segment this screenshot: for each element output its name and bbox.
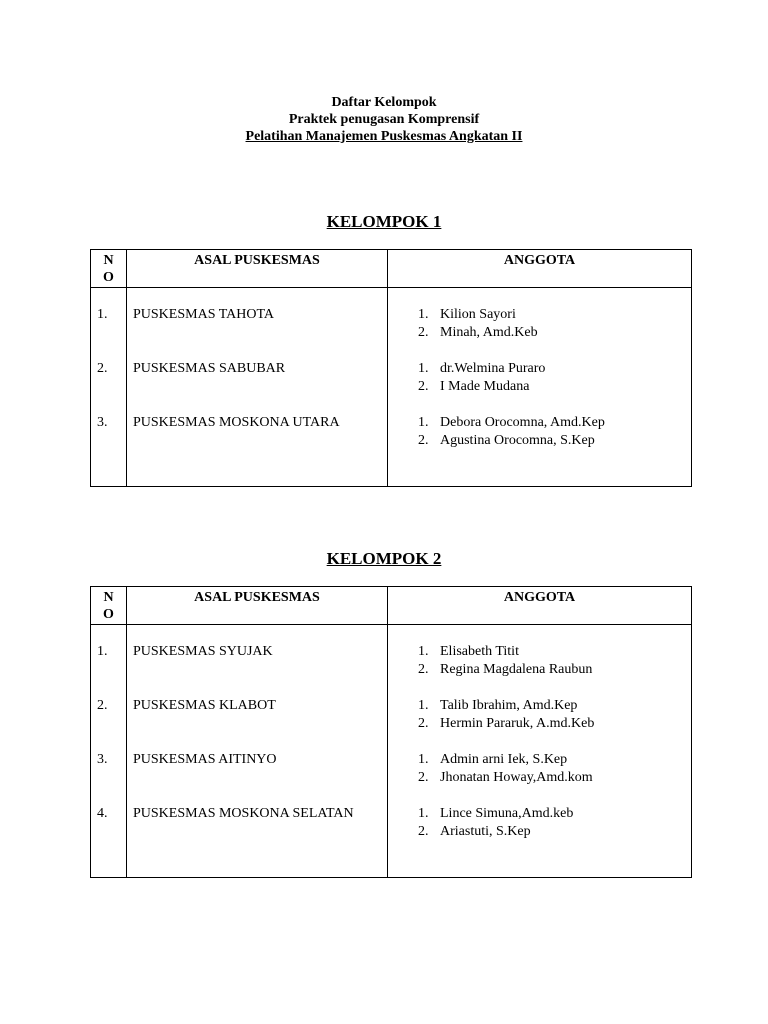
member-number: 2. (418, 716, 429, 731)
puskesmas-name: PUSKESMAS MOSKONA UTARA (133, 415, 340, 430)
member-item (418, 360, 691, 378)
asal-column (127, 625, 388, 878)
member-number: 1. (418, 415, 429, 430)
member-number: 1. (418, 644, 429, 659)
member-name: Debora Orocomna, Amd.Kep (440, 415, 605, 430)
column-header-anggota: ANGGOTA (388, 587, 692, 625)
group-table (90, 586, 692, 878)
table-header-row (91, 250, 692, 288)
anggota-column (388, 288, 692, 487)
member-number: 1. (418, 698, 429, 713)
puskesmas-name: PUSKESMAS KLABOT (133, 698, 276, 713)
member-item (418, 751, 691, 769)
puskesmas-name: PUSKESMAS SYUJAK (133, 644, 273, 659)
anggota-column (388, 625, 692, 878)
member-name: I Made Mudana (440, 379, 530, 394)
puskesmas-name: PUSKESMAS AITINYO (133, 752, 277, 767)
header-line-3: Pelatihan Manajemen Puskesmas Angkatan II (245, 129, 523, 144)
member-item (418, 414, 691, 432)
member-name: Regina Magdalena Raubun (440, 662, 593, 677)
column-header-no (91, 250, 127, 288)
row-number: 2. (97, 361, 108, 376)
row-number: 1. (97, 644, 108, 659)
row-number: 4. (97, 806, 108, 821)
member-name: Jhonatan Howay,Amd.kom (440, 770, 593, 785)
group-title: KELOMPOK 2 (326, 549, 442, 568)
member-item (418, 769, 691, 787)
group-table (90, 249, 692, 487)
member-name: Agustina Orocomna, S.Kep (440, 433, 595, 448)
row-number: 1. (97, 307, 108, 322)
row-number: 3. (97, 752, 108, 767)
member-name: Minah, Amd.Keb (440, 325, 538, 340)
member-name: Kilion Sayori (440, 307, 516, 322)
member-list (388, 360, 691, 414)
column-header-no-line-1: N (103, 253, 114, 268)
member-item (418, 378, 691, 396)
member-item (418, 324, 691, 342)
member-name: Hermin Pararuk, A.md.Keb (440, 716, 595, 731)
member-number: 1. (418, 307, 429, 322)
member-number: 1. (418, 752, 429, 767)
puskesmas-name: PUSKESMAS SABUBAR (133, 361, 286, 376)
member-list (388, 306, 691, 360)
member-list (388, 414, 691, 468)
member-number: 1. (418, 361, 429, 376)
member-number: 2. (418, 662, 429, 677)
member-number: 2. (418, 433, 429, 448)
member-item (418, 823, 691, 841)
member-number: 2. (418, 770, 429, 785)
member-number: 2. (418, 379, 429, 394)
document-header (0, 94, 768, 145)
member-number: 1. (418, 806, 429, 821)
puskesmas-name: PUSKESMAS MOSKONA SELATAN (133, 806, 354, 821)
column-header-no (91, 587, 127, 625)
row-number: 3. (97, 415, 108, 430)
column-header-asal: ASAL PUSKESMAS (127, 587, 388, 625)
member-list (388, 643, 691, 697)
member-item (418, 643, 691, 661)
header-line-2: Praktek penugasan Komprensif (288, 112, 480, 127)
puskesmas-name: PUSKESMAS TAHOTA (133, 307, 275, 322)
member-item (418, 432, 691, 450)
member-item (418, 697, 691, 715)
member-name: Ariastuti, S.Kep (440, 824, 531, 839)
member-list (388, 697, 691, 751)
header-line-1: Daftar Kelompok (331, 95, 437, 110)
column-header-no-line-2: O (103, 607, 114, 622)
member-item (418, 805, 691, 823)
member-name: Talib Ibrahim, Amd.Kep (440, 698, 578, 713)
column-header-no-line-1: N (103, 590, 114, 605)
member-item (418, 306, 691, 324)
column-header-anggota: ANGGOTA (388, 250, 692, 288)
member-name: Elisabeth Titit (440, 644, 519, 659)
column-header-no-line-2: O (103, 270, 114, 285)
group-title: KELOMPOK 1 (326, 212, 442, 231)
member-item (418, 661, 691, 679)
member-item (418, 715, 691, 733)
member-number: 2. (418, 824, 429, 839)
member-list (388, 805, 691, 859)
table-body-row (91, 625, 692, 878)
table-header-row (91, 587, 692, 625)
member-number: 2. (418, 325, 429, 340)
member-name: Admin arni Iek, S.Kep (440, 752, 568, 767)
member-name: Lince Simuna,Amd.keb (440, 806, 574, 821)
no-column (91, 625, 127, 878)
row-number: 2. (97, 698, 108, 713)
member-name: dr.Welmina Puraro (440, 361, 546, 376)
column-header-asal: ASAL PUSKESMAS (127, 250, 388, 288)
member-list (388, 751, 691, 805)
table-body-row (91, 288, 692, 487)
asal-column (127, 288, 388, 487)
no-column (91, 288, 127, 487)
